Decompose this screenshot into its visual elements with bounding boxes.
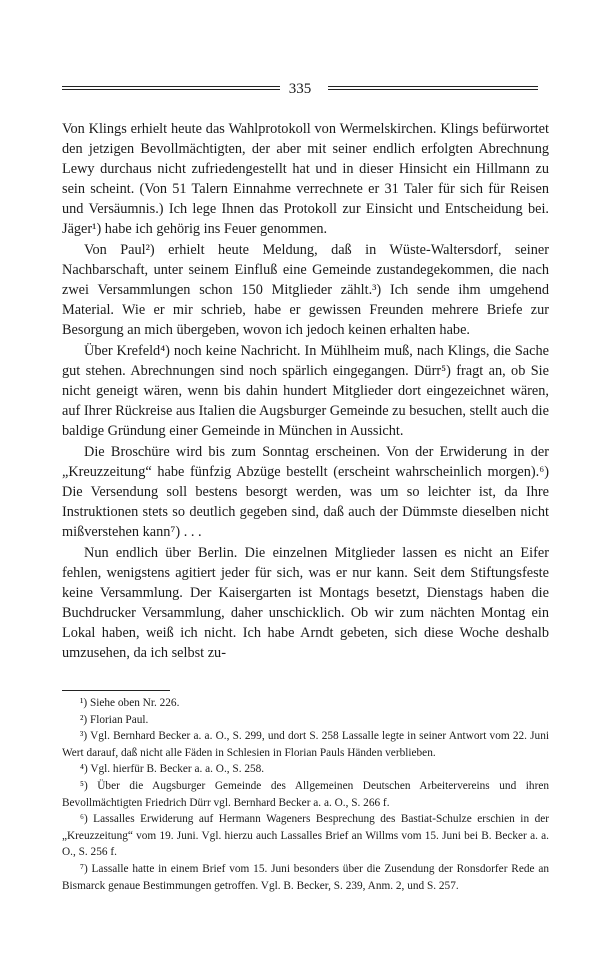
footnote: ⁶) Lassalles Erwiderung auf Hermann Wageners Besprechung des Bastiat-Schulze erschien in der „Kreuzzeitung“ vom 19. Juni. Vgl. hierzu auch Lassalles Brief an Willms vom 15. Juni bei B. Becker a. a. O., S. 256 f.	[62, 813, 549, 859]
page-number: 335	[283, 81, 318, 97]
footnotes	[62, 695, 549, 894]
footnote: ⁵) Über die Augsburger Gemeinde des Allgemeinen Deutschen Arbeitervereins und ihren Bevollmächtigten Friedrich Dürr vgl. Bernhard Becker a. a. O., S. 266 f.	[62, 779, 549, 809]
footnote: ⁷) Lassalle hatte in einem Brief vom 15. Juni besonders über die Zusendung der Ronsdorfer Rede an Bismarck genaue Bestimmungen getroffen. Vgl. B. Becker, S. 239, Anm. 2, und S. 257.	[62, 862, 549, 892]
paragraph: Von Paul²) erhielt heute Meldung, daß in Wüste-Waltersdorf, seiner Nachbarschaft, unter seinem Einfluß eine Gemeinde zustandegekommen, die nach zwei Versammlungen schon 150 Mitglieder zählt.³) Ich sende ihm umgehend Material. Wie er mir schrieb, habe er gewissen Freunden mehrere Briefe zur Besorgung an mich übergeben, wovon ich jedoch keinen erhalten habe.	[62, 242, 549, 338]
main-text	[62, 120, 549, 664]
footnote: ¹) Siehe oben Nr. 226.	[80, 697, 180, 709]
page-number-row	[62, 80, 538, 98]
page-header	[62, 80, 538, 100]
footnote: ²) Florian Paul.	[80, 713, 149, 726]
paragraph: Über Krefeld⁴) noch keine Nachricht. In Mühlheim muß, nach Klings, die Sache gut stehen. Abrechnungen sind noch spärlich eingegangen. Dürr⁵) fragt an, ob Sie nicht geneigt wären, wenn bis dahin hundert Mitglieder dort eingezeichnet wären, auf Ihrer Rückreise aus Italien die Augsburger Gemeinde zu besuchen, stellt auch die baldige Gründung einer Gemeinde in München in Aussicht.	[62, 343, 549, 439]
paragraph: Nun endlich über Berlin. Die einzelnen Mitglieder lassen es nicht an Eifer fehlen, wenigstens agitiert jeder für sich, was er nur kann. Seit dem Stiftungsfeste keine Versammlung. Der Kaisergarten ist Montags besetzt, Dienstags haben die Buchdrucker Versammlung, daher unschicklich. Ob wir zum nächten Montag ein Lokal haben, weiß ich nicht. Ich habe Arndt gebeten, sich diese Woche deshalb umzusehen, da ich selbst zu-	[62, 545, 549, 661]
footnote: ⁴) Vgl. hierfür B. Becker a. a. O., S. 258.	[80, 763, 265, 776]
paragraph: Die Broschüre wird bis zum Sonntag erscheinen. Von der Erwiderung in der „Kreuzzeitung“ habe fünfzig Abzüge bestellt (erscheint wahrscheinlich morgen).⁶) Die Versendung soll bestens besorgt werden, was um so leichter ist, da Ihre Instruktionen stets so deutlich gegeben sind, daß auch der Dümmste dieselben nicht mißverstehen kann⁷) . . .	[62, 444, 549, 540]
footnote-divider	[62, 690, 170, 691]
paragraph: Von Klings erhielt heute das Wahlprotokoll von Wermelskirchen. Klings befürwortet den jetzigen Bevollmächtigten, der aber mit seiner endlich erfolgten Abrechnung Lewy durchaus nicht zufriedengestellt hat und in dieser Hinsicht ein Hillmann zu sein scheint. (Von 51 Talern Einnahme verrechnete er 31 Taler für sich für Reisen und Versäumnis.) Ich lege Ihnen das Protokoll zur Einsicht und Entscheidung bei. Jäger¹) habe ich gehörig ins Feuer genommen.	[62, 121, 549, 237]
footnote: ³) Vgl. Bernhard Becker a. a. O., S. 299, und dort S. 258 Lassalle legte in seiner Antwort vom 22. Juni Wert darauf, daß nicht alle Fäden in Schlesien in Florian Pauls Händen verblieben.	[62, 730, 549, 759]
